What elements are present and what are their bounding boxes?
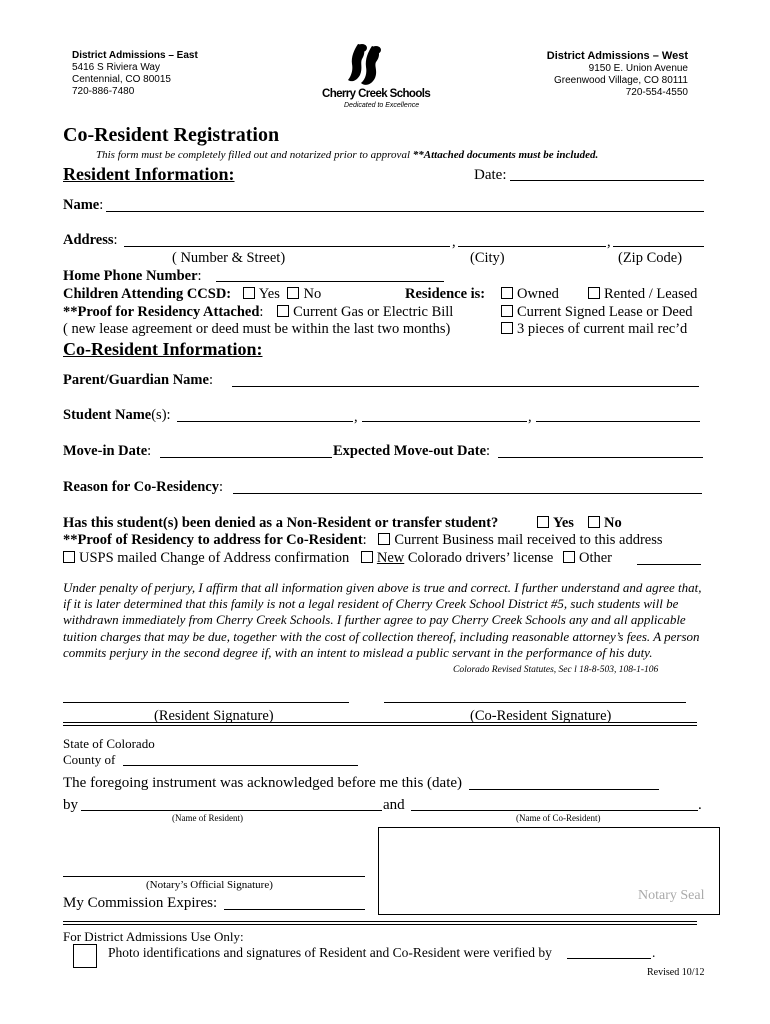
east-office-phone: 720-886-7480 <box>72 86 135 97</box>
other-field[interactable] <box>637 564 701 565</box>
denied-yes-option <box>537 515 574 532</box>
city-field[interactable] <box>458 246 606 247</box>
student-field-2[interactable] <box>362 421 527 422</box>
children-label: Children Attending CCSD: <box>63 286 232 302</box>
affirmation-text: Under penalty of perjury, I affirm that all information given above is true and correct. I further understand and agree that, if it is later determined that this family is not a legal resident of Cherry Creek School District #5, such students will be withdrawn immediately from Cherry Creek Schools. I further agree to pay Cherry Creek Schools any and all applicable tuition charges that may be due, together with the cost of collection thereof, including reasonable attorney’s fees. A person commits perjury in the second degree if, with an intent to mislead a public servant in the performance of his duty. <box>63 580 702 660</box>
west-office-phone: 720-554-4550 <box>625 87 688 98</box>
comma: , <box>607 234 611 250</box>
proof-label: **Proof for Residency Attached <box>63 304 260 320</box>
city-hint: (City) <box>470 250 505 266</box>
name-of-coresident-hint: (Name of Co-Resident) <box>516 813 601 823</box>
denied-question: Has this student(s) been denied as a Non-Resident or transfer student? <box>63 515 499 531</box>
gas-bill-label: Current Gas or Electric Bill <box>293 304 454 320</box>
form-title: Co-Resident Registration <box>63 124 280 146</box>
logo-name: Cherry Creek Schools <box>322 88 431 100</box>
children-no-checkbox[interactable] <box>287 287 299 299</box>
verified-checkbox[interactable] <box>73 944 97 968</box>
east-office-address2: Centennial, CO 80015 <box>72 74 171 85</box>
office-use-heading: For District Admissions Use Only: <box>63 929 244 944</box>
name-field[interactable] <box>106 211 704 212</box>
usps-label: USPS mailed Change of Address confirmation <box>79 550 350 566</box>
subtitle-attached-note: **Attached documents must be included. <box>412 149 599 161</box>
rented-label: Rented / Leased <box>604 286 698 302</box>
resident-signature-line[interactable] <box>63 702 349 703</box>
children-yes-checkbox[interactable] <box>243 287 255 299</box>
date-field[interactable] <box>510 180 704 181</box>
other-label: Other <box>579 550 613 566</box>
notary-seal-label: Notary Seal <box>638 888 705 903</box>
address-label: Address: <box>63 232 118 248</box>
proof2-options <box>63 550 612 567</box>
lease-note: ( new lease agreement or deed must be within the last two months) <box>63 321 451 337</box>
rented-option <box>588 286 697 303</box>
parent-label: Parent/Guardian Name: <box>63 372 213 388</box>
business-mail-checkbox[interactable] <box>378 533 390 545</box>
west-office <box>520 50 688 99</box>
signed-lease-label: Current Signed Lease or Deed <box>517 304 693 320</box>
commission-field[interactable] <box>224 909 365 910</box>
divider <box>63 921 697 925</box>
and-label: and <box>383 797 405 813</box>
phone-field[interactable] <box>216 281 444 282</box>
resident-heading: Resident Information: <box>63 164 235 184</box>
west-office-address1: 9150 E. Union Avenue <box>588 63 688 74</box>
west-office-address2: Greenwood Village, CO 80111 <box>554 75 688 86</box>
owned-checkbox[interactable] <box>501 287 513 299</box>
county-field[interactable] <box>123 765 358 766</box>
notary-signature-line[interactable] <box>63 876 365 877</box>
proof2-row: **Proof of Residency to address for Co-Resident: Current Business mail received to this address <box>63 532 663 548</box>
east-office-title: District Admissions – East <box>72 50 198 61</box>
west-office-title: District Admissions – West <box>546 50 688 62</box>
county-label: County of <box>63 752 116 767</box>
period: . <box>652 945 656 960</box>
phone-label: Home Phone Number: <box>63 268 202 284</box>
ack-text: The foregoing instrument was acknowledged before me this (date) <box>63 775 463 791</box>
east-office <box>72 50 198 98</box>
notary-signature-label: (Notary’s Official Signature) <box>146 879 273 891</box>
other-checkbox[interactable] <box>563 551 575 563</box>
name-label: Name: <box>63 197 104 213</box>
coresident-heading: Co-Resident Information: <box>63 339 263 359</box>
name-of-resident-hint: (Name of Resident) <box>172 813 243 823</box>
comma: , <box>452 234 456 250</box>
revised-label: Revised 10/12 <box>647 967 705 978</box>
denied-no-label: No <box>604 515 622 531</box>
usps-checkbox[interactable] <box>63 551 75 563</box>
street-field[interactable] <box>124 246 450 247</box>
denied-no-checkbox[interactable] <box>588 516 600 528</box>
student-field-1[interactable] <box>177 421 353 422</box>
comma: , <box>354 409 358 425</box>
statute-citation: Colorado Revised Statutes, Sec l 18-8-503, 108-1-106 <box>453 665 659 675</box>
mail-label: 3 pieces of current mail rec’d <box>517 321 688 337</box>
east-office-address1: 5416 S Riviera Way <box>72 62 160 73</box>
business-mail-label: Current Business mail received to this address <box>394 532 663 548</box>
denied-yes-checkbox[interactable] <box>537 516 549 528</box>
student-field-3[interactable] <box>536 421 700 422</box>
verified-by-field[interactable] <box>567 958 651 959</box>
moveout-label: Expected Move-out Date: <box>333 443 491 459</box>
movein-field[interactable] <box>160 457 332 458</box>
proof-row: **Proof for Residency Attached: Current Gas or Electric Bill <box>63 304 454 320</box>
signed-lease-checkbox[interactable] <box>501 305 513 317</box>
coresident-signature-label: (Co-Resident Signature) <box>470 708 612 724</box>
period: . <box>698 797 702 813</box>
ack-date-field[interactable] <box>469 789 659 790</box>
gas-bill-checkbox[interactable] <box>277 305 289 317</box>
zip-field[interactable] <box>613 246 704 247</box>
commission-label: My Commission Expires: <box>63 895 218 911</box>
date-label: Date: <box>474 167 507 183</box>
by-label: by <box>63 797 78 813</box>
children-yes-label: Yes <box>258 286 280 302</box>
coresident-name-field[interactable] <box>411 810 698 811</box>
street-hint: ( Number & Street) <box>172 250 286 266</box>
subtitle-text: This form must be completely filled out and notarized prior to approval <box>96 149 410 161</box>
children-no-label: No <box>303 286 322 302</box>
comma: , <box>528 409 532 425</box>
resident-signature-label: (Resident Signature) <box>154 708 274 724</box>
owned-label: Owned <box>517 286 559 302</box>
coresident-signature-line[interactable] <box>384 702 686 703</box>
cherry-creek-logo-icon <box>348 42 388 88</box>
movein-label: Move-in Date: <box>63 443 152 459</box>
resident-name-field[interactable] <box>81 810 382 811</box>
mail-option <box>501 321 687 338</box>
reason-field[interactable] <box>233 493 702 494</box>
student-label: Student Name(s): <box>63 407 171 423</box>
verify-text: Photo identifications and signatures of Resident and Co-Resident were verified by <box>108 945 552 960</box>
denied-yes-label: Yes <box>553 515 574 531</box>
zip-hint: (Zip Code) <box>618 250 683 266</box>
license-label: Colorado drivers’ license <box>407 550 554 566</box>
signed-lease-option <box>501 304 693 321</box>
denied-no-option <box>588 515 622 532</box>
proof2-label: **Proof of Residency to address for Co-Resident <box>63 532 363 548</box>
reason-label: Reason for Co-Residency: <box>63 479 224 495</box>
rented-checkbox[interactable] <box>588 287 600 299</box>
mail-checkbox[interactable] <box>501 322 513 334</box>
new-word: New <box>376 550 405 566</box>
owned-option <box>501 286 559 303</box>
children-row <box>63 286 321 303</box>
moveout-field[interactable] <box>498 457 703 458</box>
parent-field[interactable] <box>232 386 699 387</box>
state-label: State of Colorado <box>63 736 155 751</box>
form-subtitle <box>96 149 598 161</box>
logo-tagline: Dedicated to Excellence <box>344 102 420 109</box>
residence-label: Residence is: <box>405 286 486 302</box>
license-checkbox[interactable] <box>361 551 373 563</box>
